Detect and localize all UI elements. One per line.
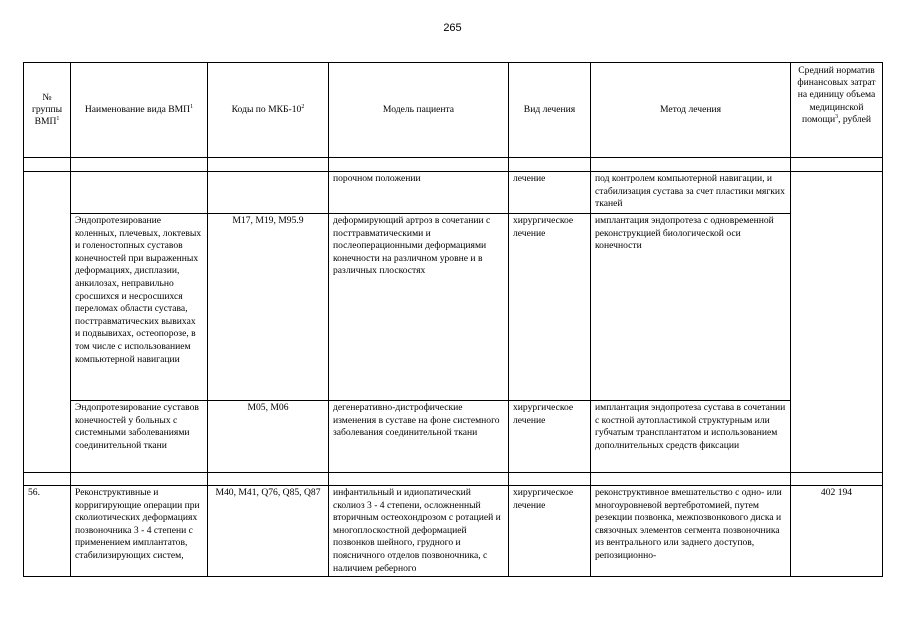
header-model: Модель пациента <box>329 63 509 158</box>
cell-name: Реконструктивные и корригирующие операции при сколиотических деформациях позвоночника 3 - 4 степени с применением имплантатов, стабилизирующих систем, <box>71 486 208 577</box>
cell-method: имплантация эндопротеза с одновременной реконструкцией биологической оси конечности <box>591 214 791 401</box>
cell-cost: 402 194 <box>791 486 883 577</box>
cell-codes: M05, M06 <box>208 401 329 473</box>
table-row <box>24 486 883 577</box>
spacer-row <box>24 158 883 172</box>
cell-group <box>24 172 71 473</box>
cell-group: 56. <box>24 486 71 577</box>
cell-method: имплантация эндопротеза сустава в сочетании с костной аутопластикой структурным или губчатым трансплантатом и использованием дополнительных средств фиксации <box>591 401 791 473</box>
cell-method: под контролем компьютерной навигации, и стабилизация сустава за счет пластики мягких тканей <box>591 172 791 214</box>
cell-treatment: хирургическое лечение <box>509 486 591 577</box>
cell-treatment: лечение <box>509 172 591 214</box>
header-treatment: Вид лечения <box>509 63 591 158</box>
cell-name: Эндопротезирование коленных, плечевых, локтевых и голеностопных суставов конечностей при выраженных деформациях, дисплазии, анкилозах, неправильно сросшихся и несросшихся переломах области сустава, посттравматических вывихах и подвывихах, остеопорозе, в том числе с использованием компьютерной навигации <box>71 214 208 401</box>
cell-treatment: хирургическое лечение <box>509 214 591 401</box>
cell-cost <box>791 172 883 473</box>
cell-model: деформирующий артроз в сочетании с посттравматическими и послеоперационными деформациями конечности на различном уровне и в различных плоскостях <box>329 214 509 401</box>
cell-name <box>71 172 208 214</box>
header-row <box>24 63 883 158</box>
cell-model: дегенеративно-дистрофические изменения в суставе на фоне системного заболевания соединительной ткани <box>329 401 509 473</box>
header-codes: Коды по МКБ-$10^2$ <box>208 63 329 158</box>
page-number: 265 <box>443 22 462 34</box>
cell-model: инфантильный и идиопатический сколиоз 3 - 4 степени, осложненный вторичным остеохондрозом с ротацией и многоплоскостной деформацией позвонков шейного, грудного и поясничного отделов позвоночника, с наличием реберного <box>329 486 509 577</box>
table-row <box>24 401 883 473</box>
cell-codes: M17, M19, M95.9 <box>208 214 329 401</box>
cell-codes <box>208 172 329 214</box>
header-group: № группы ВМП$^1$ <box>24 63 71 158</box>
cell-method: реконструктивное вмешательство с одно- или многоуровневой вертебротомией, путем резекции позвонка, межпозвонкового диска и связочных элементов сегмента позвоночника из вентрального или заднего доступов, репозиционно- <box>591 486 791 577</box>
separator-row <box>24 473 883 486</box>
vmp-table <box>23 62 883 577</box>
table-row <box>24 214 883 401</box>
cell-name: Эндопротезирование суставов конечностей у больных с системными заболеваниями соединительной ткани <box>71 401 208 473</box>
cell-treatment: хирургическое лечение <box>509 401 591 473</box>
table-row <box>24 172 883 214</box>
header-cost: Средний норматив финансовых затрат на единицу объема медицинской помощи$^3$, рублей <box>791 63 883 158</box>
header-name: Наименование вида ВМП$^1$ <box>71 63 208 158</box>
cell-codes: M40, M41, Q76, Q85, Q87 <box>208 486 329 577</box>
cell-model: порочном положении <box>329 172 509 214</box>
header-method: Метод лечения <box>591 63 791 158</box>
